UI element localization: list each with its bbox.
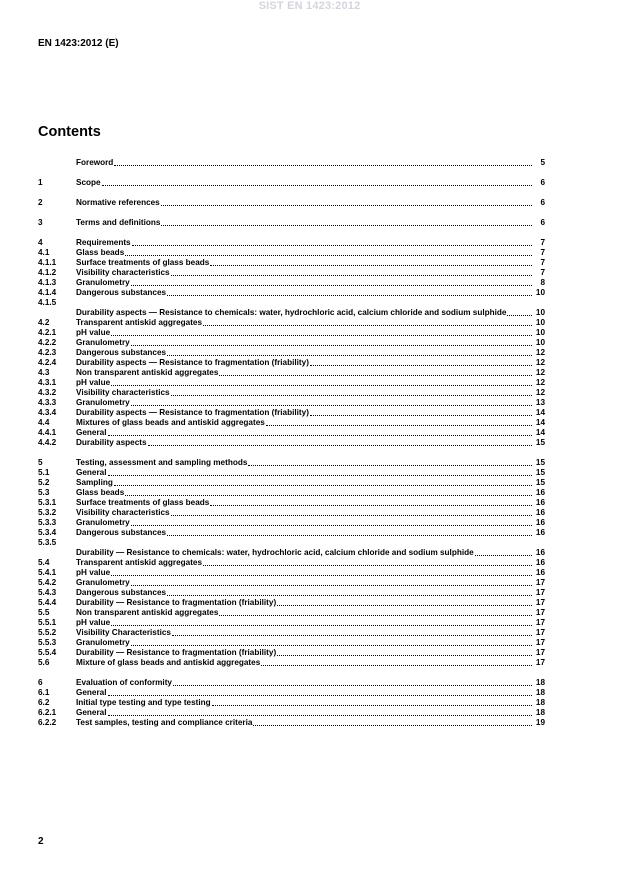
toc-entry-title: Dangerous substances xyxy=(76,528,167,537)
toc-entry-number: 4.2.3 xyxy=(38,348,57,357)
toc-entry[interactable] xyxy=(38,438,545,448)
toc-entry-title: Non transparent antiskid aggregates xyxy=(76,368,219,377)
toc-entry-title: Granulometry xyxy=(76,398,130,407)
toc-entry-number: 4 xyxy=(38,238,43,247)
toc-entry[interactable] xyxy=(38,618,545,628)
toc-entry-number: 5 xyxy=(38,458,43,467)
toc-entry-number: 5.5.2 xyxy=(38,628,57,637)
toc-entry-title: General xyxy=(76,428,107,437)
toc-entry[interactable] xyxy=(38,578,545,588)
toc-entry-title-group xyxy=(76,178,533,188)
toc-dot-leader xyxy=(111,625,532,626)
toc-entry[interactable] xyxy=(38,178,545,188)
toc-entry[interactable] xyxy=(38,418,545,428)
toc-entry-title-group xyxy=(76,628,533,638)
toc-entry-page: 12 xyxy=(535,358,545,367)
toc-entry-page: 8 xyxy=(540,278,545,287)
toc-entry-title: Testing, assessment and sampling methods xyxy=(76,458,248,467)
toc-entry-title: Visibility Characteristics xyxy=(76,628,171,637)
toc-entry[interactable] xyxy=(38,318,545,328)
toc-entry-number: 4.1.5 xyxy=(38,298,57,307)
toc-entry-title-group xyxy=(76,398,533,408)
toc-entry[interactable] xyxy=(38,368,545,378)
toc-entry-title: Durability aspects — Resistance to fragmentation (friability) xyxy=(76,358,309,367)
toc-dot-leader xyxy=(131,645,532,646)
toc-entry[interactable] xyxy=(38,298,545,318)
toc-entry-number: 5.3 xyxy=(38,488,50,497)
toc-entry-title: Granulometry xyxy=(76,278,130,287)
toc-entry-page: 18 xyxy=(535,698,545,707)
toc-entry-page: 10 xyxy=(535,328,545,337)
toc-entry-title-group xyxy=(76,528,533,538)
toc-dot-leader xyxy=(167,595,532,596)
toc-entry-title-group xyxy=(76,308,533,318)
toc-entry-number: 4.1 xyxy=(38,248,50,257)
toc-entry-number: 1 xyxy=(38,178,43,187)
toc-entry[interactable] xyxy=(38,198,545,208)
toc-entry[interactable] xyxy=(38,378,545,388)
toc-entry-page: 18 xyxy=(535,688,545,697)
toc-entry-title-group xyxy=(76,498,533,508)
toc-entry-number: 3 xyxy=(38,218,43,227)
toc-dot-leader xyxy=(277,655,532,656)
toc-entry-number: 5.3.1 xyxy=(38,498,57,507)
toc-entry-page: 17 xyxy=(535,638,545,647)
toc-entry-page: 15 xyxy=(535,458,545,467)
toc-entry-page: 6 xyxy=(540,218,545,227)
toc-entry-number: 2 xyxy=(38,198,43,207)
toc-entry-title-group xyxy=(76,558,533,568)
toc-entry[interactable] xyxy=(38,518,545,528)
toc-entry-title-group xyxy=(76,238,533,248)
toc-entry-page: 14 xyxy=(535,408,545,417)
toc-entry-title-group xyxy=(76,348,533,358)
toc-entry[interactable] xyxy=(38,498,545,508)
toc-entry-title-group xyxy=(76,258,533,268)
toc-entry-title-group xyxy=(76,368,533,378)
toc-entry[interactable] xyxy=(38,408,545,418)
toc-entry-title: Transparent antiskid aggregates xyxy=(76,318,203,327)
toc-entry[interactable] xyxy=(38,328,545,338)
toc-dot-leader xyxy=(108,715,533,716)
toc-entry-page: 17 xyxy=(535,618,545,627)
toc-entry-title-group xyxy=(76,358,533,368)
toc-entry-title-group xyxy=(76,598,533,608)
toc-entry-number: 5.5.1 xyxy=(38,618,57,627)
toc-entry[interactable] xyxy=(38,638,545,648)
toc-entry[interactable] xyxy=(38,388,545,398)
toc-entry[interactable] xyxy=(38,558,545,568)
toc-entry-number: 4.1.3 xyxy=(38,278,57,287)
toc-entry-number: 6.1 xyxy=(38,688,50,697)
toc-entry-title-group xyxy=(76,288,533,298)
toc-entry[interactable] xyxy=(38,238,545,248)
toc-entry[interactable] xyxy=(38,628,545,638)
toc-dot-leader xyxy=(253,725,532,726)
toc-dot-leader xyxy=(131,405,532,406)
toc-dot-leader xyxy=(132,245,532,246)
toc-entry-title-group xyxy=(76,488,533,498)
toc-entry[interactable] xyxy=(38,478,545,488)
toc-entry-page: 7 xyxy=(540,248,545,257)
toc-entry-number: 4.3 xyxy=(38,368,50,377)
toc-entry[interactable] xyxy=(38,278,545,288)
toc-entry[interactable] xyxy=(38,248,545,258)
toc-entry-title: Glass beads xyxy=(76,248,125,257)
toc-entry-title-group xyxy=(76,338,533,348)
toc-entry-number: 4.2.2 xyxy=(38,338,57,347)
toc-dot-leader xyxy=(210,265,532,266)
toc-dot-leader xyxy=(167,295,532,296)
toc-entry-page: 19 xyxy=(535,718,545,727)
toc-dot-leader xyxy=(125,495,532,496)
toc-entry-title: Durability — Resistance to fragmentation (friability) xyxy=(76,648,277,657)
toc-dot-leader xyxy=(475,555,532,556)
toc-entry-page: 7 xyxy=(540,258,545,267)
toc-dot-leader xyxy=(131,525,532,526)
toc-entry-title-group xyxy=(76,158,533,168)
toc-entry-number: 5.5.3 xyxy=(38,638,57,647)
toc-entry-title-group xyxy=(76,428,533,438)
toc-entry-title-group xyxy=(76,568,533,578)
toc-entry-title-group xyxy=(76,248,533,258)
toc-entry-title: General xyxy=(76,688,107,697)
toc-entry-number: 5.4.2 xyxy=(38,578,57,587)
toc-entry-number: 6.2 xyxy=(38,698,50,707)
toc-entry[interactable] xyxy=(38,688,545,698)
toc-entry-title: Foreword xyxy=(76,158,114,167)
toc-entry-number: 5.3.5 xyxy=(38,538,57,547)
toc-entry[interactable] xyxy=(38,338,545,348)
toc-entry-page: 15 xyxy=(535,438,545,447)
toc-entry-title-group xyxy=(76,708,533,718)
toc-entry-title-group xyxy=(76,548,533,558)
toc-entry-number: 5.3.4 xyxy=(38,528,57,537)
toc-entry-title: Granulometry xyxy=(76,518,130,527)
toc-entry-number: 5.5 xyxy=(38,608,50,617)
toc-entry-page: 7 xyxy=(540,238,545,247)
toc-entry-title-group xyxy=(76,698,533,708)
toc-dot-leader xyxy=(131,345,532,346)
toc-entry-page: 10 xyxy=(535,318,545,327)
toc-entry-page: 6 xyxy=(540,198,545,207)
toc-dot-leader xyxy=(102,185,532,186)
toc-entry-title: Non transparent antiskid aggregates xyxy=(76,608,219,617)
toc-entry-page: 6 xyxy=(540,178,545,187)
toc-dot-leader xyxy=(108,475,533,476)
toc-entry-page: 10 xyxy=(535,288,545,297)
toc-entry[interactable] xyxy=(38,648,545,658)
toc-dot-leader xyxy=(167,355,532,356)
toc-dot-leader xyxy=(172,635,532,636)
toc-entry-number: 4.2.4 xyxy=(38,358,57,367)
toc-entry-page: 17 xyxy=(535,598,545,607)
toc-entry-title-group xyxy=(76,408,533,418)
toc-entry-page: 10 xyxy=(535,308,545,317)
toc-entry-page: 17 xyxy=(535,588,545,597)
toc-entry-title-group xyxy=(76,198,533,208)
toc-entry[interactable] xyxy=(38,508,545,518)
toc-entry-title: Granulometry xyxy=(76,578,130,587)
toc-entry-title: Durability aspects xyxy=(76,438,147,447)
toc-entry-number: 4.3.2 xyxy=(38,388,57,397)
toc-entry-page: 16 xyxy=(535,498,545,507)
toc-entry-number: 4.4.1 xyxy=(38,428,57,437)
toc-entry[interactable] xyxy=(38,428,545,438)
toc-dot-leader xyxy=(111,385,532,386)
toc-dot-leader xyxy=(212,705,532,706)
toc-entry-title-group xyxy=(76,608,533,618)
toc-entry-title: Durability — Resistance to chemicals: water, hydrochloric acid, calcium chloride and sodium sulphide xyxy=(76,548,474,557)
toc-entry-page: 14 xyxy=(535,418,545,427)
toc-entry[interactable] xyxy=(38,488,545,498)
toc-dot-leader xyxy=(266,425,532,426)
toc-entry-page: 15 xyxy=(535,478,545,487)
toc-entry[interactable] xyxy=(38,588,545,598)
toc-dot-leader xyxy=(108,695,533,696)
toc-entry-page: 12 xyxy=(535,378,545,387)
toc-entry-title: Transparent antiskid aggregates xyxy=(76,558,203,567)
toc-entry-title-group xyxy=(76,268,533,278)
toc-entry-number: 5.2 xyxy=(38,478,50,487)
toc-dot-leader xyxy=(277,605,532,606)
toc-entry-page: 12 xyxy=(535,348,545,357)
toc-entry-title-group xyxy=(76,438,533,448)
toc-entry-title-group xyxy=(76,418,533,428)
toc-entry-title: Granulometry xyxy=(76,338,130,347)
toc-entry-title: Durability — Resistance to fragmentation (friability) xyxy=(76,598,277,607)
toc-dot-leader xyxy=(114,165,532,166)
toc-entry-title-group xyxy=(76,518,533,528)
toc-entry-page: 14 xyxy=(535,428,545,437)
toc-entry-title-group xyxy=(76,508,533,518)
toc-dot-leader xyxy=(111,575,532,576)
toc-entry-title-group xyxy=(76,388,533,398)
toc-dot-leader xyxy=(171,275,532,276)
toc-entry-page: 10 xyxy=(535,338,545,347)
toc-entry-page: 16 xyxy=(535,528,545,537)
toc-entry-page: 16 xyxy=(535,508,545,517)
toc-dot-leader xyxy=(131,585,532,586)
toc-entry-number: 5.4 xyxy=(38,558,50,567)
toc-dot-leader xyxy=(310,365,532,366)
toc-entry-title: Visibility characteristics xyxy=(76,268,170,277)
toc-entry-page: 15 xyxy=(535,468,545,477)
toc-entry-number: 4.1.1 xyxy=(38,258,57,267)
toc-entry-number: 4.3.3 xyxy=(38,398,57,407)
toc-entry-title: Evaluation of conformity xyxy=(76,678,172,687)
toc-dot-leader xyxy=(219,615,532,616)
toc-entry-title-group xyxy=(76,458,533,468)
toc-entry[interactable] xyxy=(38,218,545,228)
toc-entry-title-group xyxy=(76,688,533,698)
toc-dot-leader xyxy=(219,375,532,376)
toc-entry-page: 13 xyxy=(535,398,545,407)
table-of-contents xyxy=(38,158,545,728)
toc-entry-number: 6.2.1 xyxy=(38,708,57,717)
toc-entry-number: 4.1.4 xyxy=(38,288,57,297)
toc-entry-title-group xyxy=(76,278,533,288)
toc-entry-number: 4.3.4 xyxy=(38,408,57,417)
toc-entry-title: Visibility characteristics xyxy=(76,508,170,517)
toc-entry-title: Surface treatments of glass beads xyxy=(76,498,210,507)
toc-dot-leader xyxy=(507,315,532,316)
toc-entry-title-group xyxy=(76,638,533,648)
toc-entry-page: 12 xyxy=(535,388,545,397)
toc-entry[interactable] xyxy=(38,288,545,298)
watermark: SIST EN 1423:2012 xyxy=(258,0,361,12)
toc-entry-title-group xyxy=(76,218,533,228)
toc-dot-leader xyxy=(171,395,532,396)
toc-entry-title-group xyxy=(76,678,533,688)
toc-dot-leader xyxy=(310,415,532,416)
toc-entry-title: Mixtures of glass beads and antiskid aggregates xyxy=(76,418,265,427)
toc-entry-title: Scope xyxy=(76,178,101,187)
toc-entry-number: 5.4.1 xyxy=(38,568,57,577)
toc-entry-page: 7 xyxy=(540,268,545,277)
toc-entry[interactable] xyxy=(38,678,545,688)
toc-entry-title: Mixture of glass beads and antiskid aggregates xyxy=(76,658,261,667)
toc-entry-number: 4.4.2 xyxy=(38,438,57,447)
toc-entry-title: pH value xyxy=(76,328,111,337)
toc-entry[interactable] xyxy=(38,268,545,278)
toc-entry-number: 4.2.1 xyxy=(38,328,57,337)
toc-entry[interactable] xyxy=(38,398,545,408)
toc-dot-leader xyxy=(111,335,532,336)
toc-entry-page: 17 xyxy=(535,578,545,587)
toc-entry-title: Initial type testing and type testing xyxy=(76,698,211,707)
toc-entry[interactable] xyxy=(38,538,545,558)
toc-entry[interactable] xyxy=(38,358,545,368)
toc-dot-leader xyxy=(173,685,532,686)
toc-entry-title-group xyxy=(76,618,533,628)
toc-dot-leader xyxy=(108,435,533,436)
toc-entry-page: 17 xyxy=(535,628,545,637)
toc-entry[interactable] xyxy=(38,658,545,668)
toc-entry[interactable] xyxy=(38,458,545,468)
toc-entry-title-group xyxy=(76,318,533,328)
toc-entry[interactable] xyxy=(38,468,545,478)
toc-entry-title: Durability aspects — Resistance to fragmentation (friability) xyxy=(76,408,309,417)
toc-entry-title: Normative references xyxy=(76,198,160,207)
toc-entry-title: Granulometry xyxy=(76,638,130,647)
toc-entry-title: General xyxy=(76,468,107,477)
toc-dot-leader xyxy=(171,515,532,516)
toc-entry-title: Durability aspects — Resistance to chemicals: water, hydrochloric acid, calcium chloride and sodium sulphide xyxy=(76,308,507,317)
toc-entry-title-group xyxy=(76,378,533,388)
toc-dot-leader xyxy=(161,225,532,226)
toc-entry-page: 16 xyxy=(535,488,545,497)
toc-entry-title: pH value xyxy=(76,618,111,627)
toc-dot-leader xyxy=(203,565,532,566)
toc-entry-title: Visibility characteristics xyxy=(76,388,170,397)
toc-entry-title: Requirements xyxy=(76,238,131,247)
toc-entry-number: 5.1 xyxy=(38,468,50,477)
toc-dot-leader xyxy=(125,255,532,256)
toc-entry-number: 4.3.1 xyxy=(38,378,57,387)
toc-entry-page: 17 xyxy=(535,648,545,657)
toc-dot-leader xyxy=(167,535,532,536)
toc-entry[interactable] xyxy=(38,348,545,358)
toc-entry-title-group xyxy=(76,718,533,728)
toc-entry[interactable] xyxy=(38,598,545,608)
toc-entry-page: 16 xyxy=(535,548,545,557)
toc-entry-number: 5.3.3 xyxy=(38,518,57,527)
toc-dot-leader xyxy=(161,205,532,206)
toc-entry-page: 16 xyxy=(535,518,545,527)
toc-entry-title-group xyxy=(76,578,533,588)
toc-entry-title-group xyxy=(76,478,533,488)
toc-entry-title: pH value xyxy=(76,568,111,577)
toc-entry-page: 16 xyxy=(535,558,545,567)
toc-entry-number: 4.1.2 xyxy=(38,268,57,277)
toc-entry-title-group xyxy=(76,328,533,338)
toc-entry-page: 16 xyxy=(535,568,545,577)
toc-entry[interactable] xyxy=(38,608,545,618)
toc-entry-page: 17 xyxy=(535,608,545,617)
toc-entry-title: Dangerous substances xyxy=(76,588,167,597)
toc-entry-number: 6 xyxy=(38,678,43,687)
document-reference: EN 1423:2012 (E) xyxy=(38,38,119,49)
toc-entry-title: General xyxy=(76,708,107,717)
toc-entry-page: 5 xyxy=(540,158,545,167)
toc-entry-title: pH value xyxy=(76,378,111,387)
toc-entry-number: 5.5.4 xyxy=(38,648,57,657)
toc-entry-title: Sampling xyxy=(76,478,113,487)
toc-entry[interactable] xyxy=(38,708,545,718)
toc-entry[interactable] xyxy=(38,528,545,538)
toc-entry-title: Dangerous substances xyxy=(76,288,167,297)
toc-entry-title: Test samples, testing and compliance criteria xyxy=(76,718,253,727)
toc-entry-number: 5.4.4 xyxy=(38,598,57,607)
toc-entry[interactable] xyxy=(38,698,545,708)
toc-entry[interactable] xyxy=(38,568,545,578)
toc-entry-page: 18 xyxy=(535,678,545,687)
toc-dot-leader xyxy=(114,485,532,486)
toc-entry-page: 12 xyxy=(535,368,545,377)
toc-entry-number: 6.2.2 xyxy=(38,718,57,727)
toc-entry-title: Glass beads xyxy=(76,488,125,497)
toc-entry-title: Dangerous substances xyxy=(76,348,167,357)
toc-entry-number: 5.3.2 xyxy=(38,508,57,517)
toc-entry-title-group xyxy=(76,588,533,598)
toc-dot-leader xyxy=(131,285,532,286)
toc-dot-leader xyxy=(248,465,532,466)
toc-entry-title: Terms and definitions xyxy=(76,218,161,227)
toc-entry-number: 5.6 xyxy=(38,658,50,667)
toc-entry[interactable] xyxy=(38,718,545,728)
toc-entry-page: 17 xyxy=(535,658,545,667)
toc-entry-title-group xyxy=(76,648,533,658)
toc-entry-title-group xyxy=(76,468,533,478)
toc-entry[interactable] xyxy=(38,158,545,168)
toc-entry-number: 5.4.3 xyxy=(38,588,57,597)
toc-entry-title-group xyxy=(76,658,533,668)
toc-entry-number: 4.2 xyxy=(38,318,50,327)
toc-dot-leader xyxy=(148,445,532,446)
toc-dot-leader xyxy=(210,505,532,506)
toc-entry-page: 18 xyxy=(535,708,545,717)
contents-heading: Contents xyxy=(38,124,101,140)
toc-entry-title: Surface treatments of glass beads xyxy=(76,258,210,267)
toc-entry-number: 4.4 xyxy=(38,418,50,427)
toc-dot-leader xyxy=(261,665,532,666)
toc-entry[interactable] xyxy=(38,258,545,268)
page-number: 2 xyxy=(38,836,44,847)
toc-dot-leader xyxy=(203,325,532,326)
